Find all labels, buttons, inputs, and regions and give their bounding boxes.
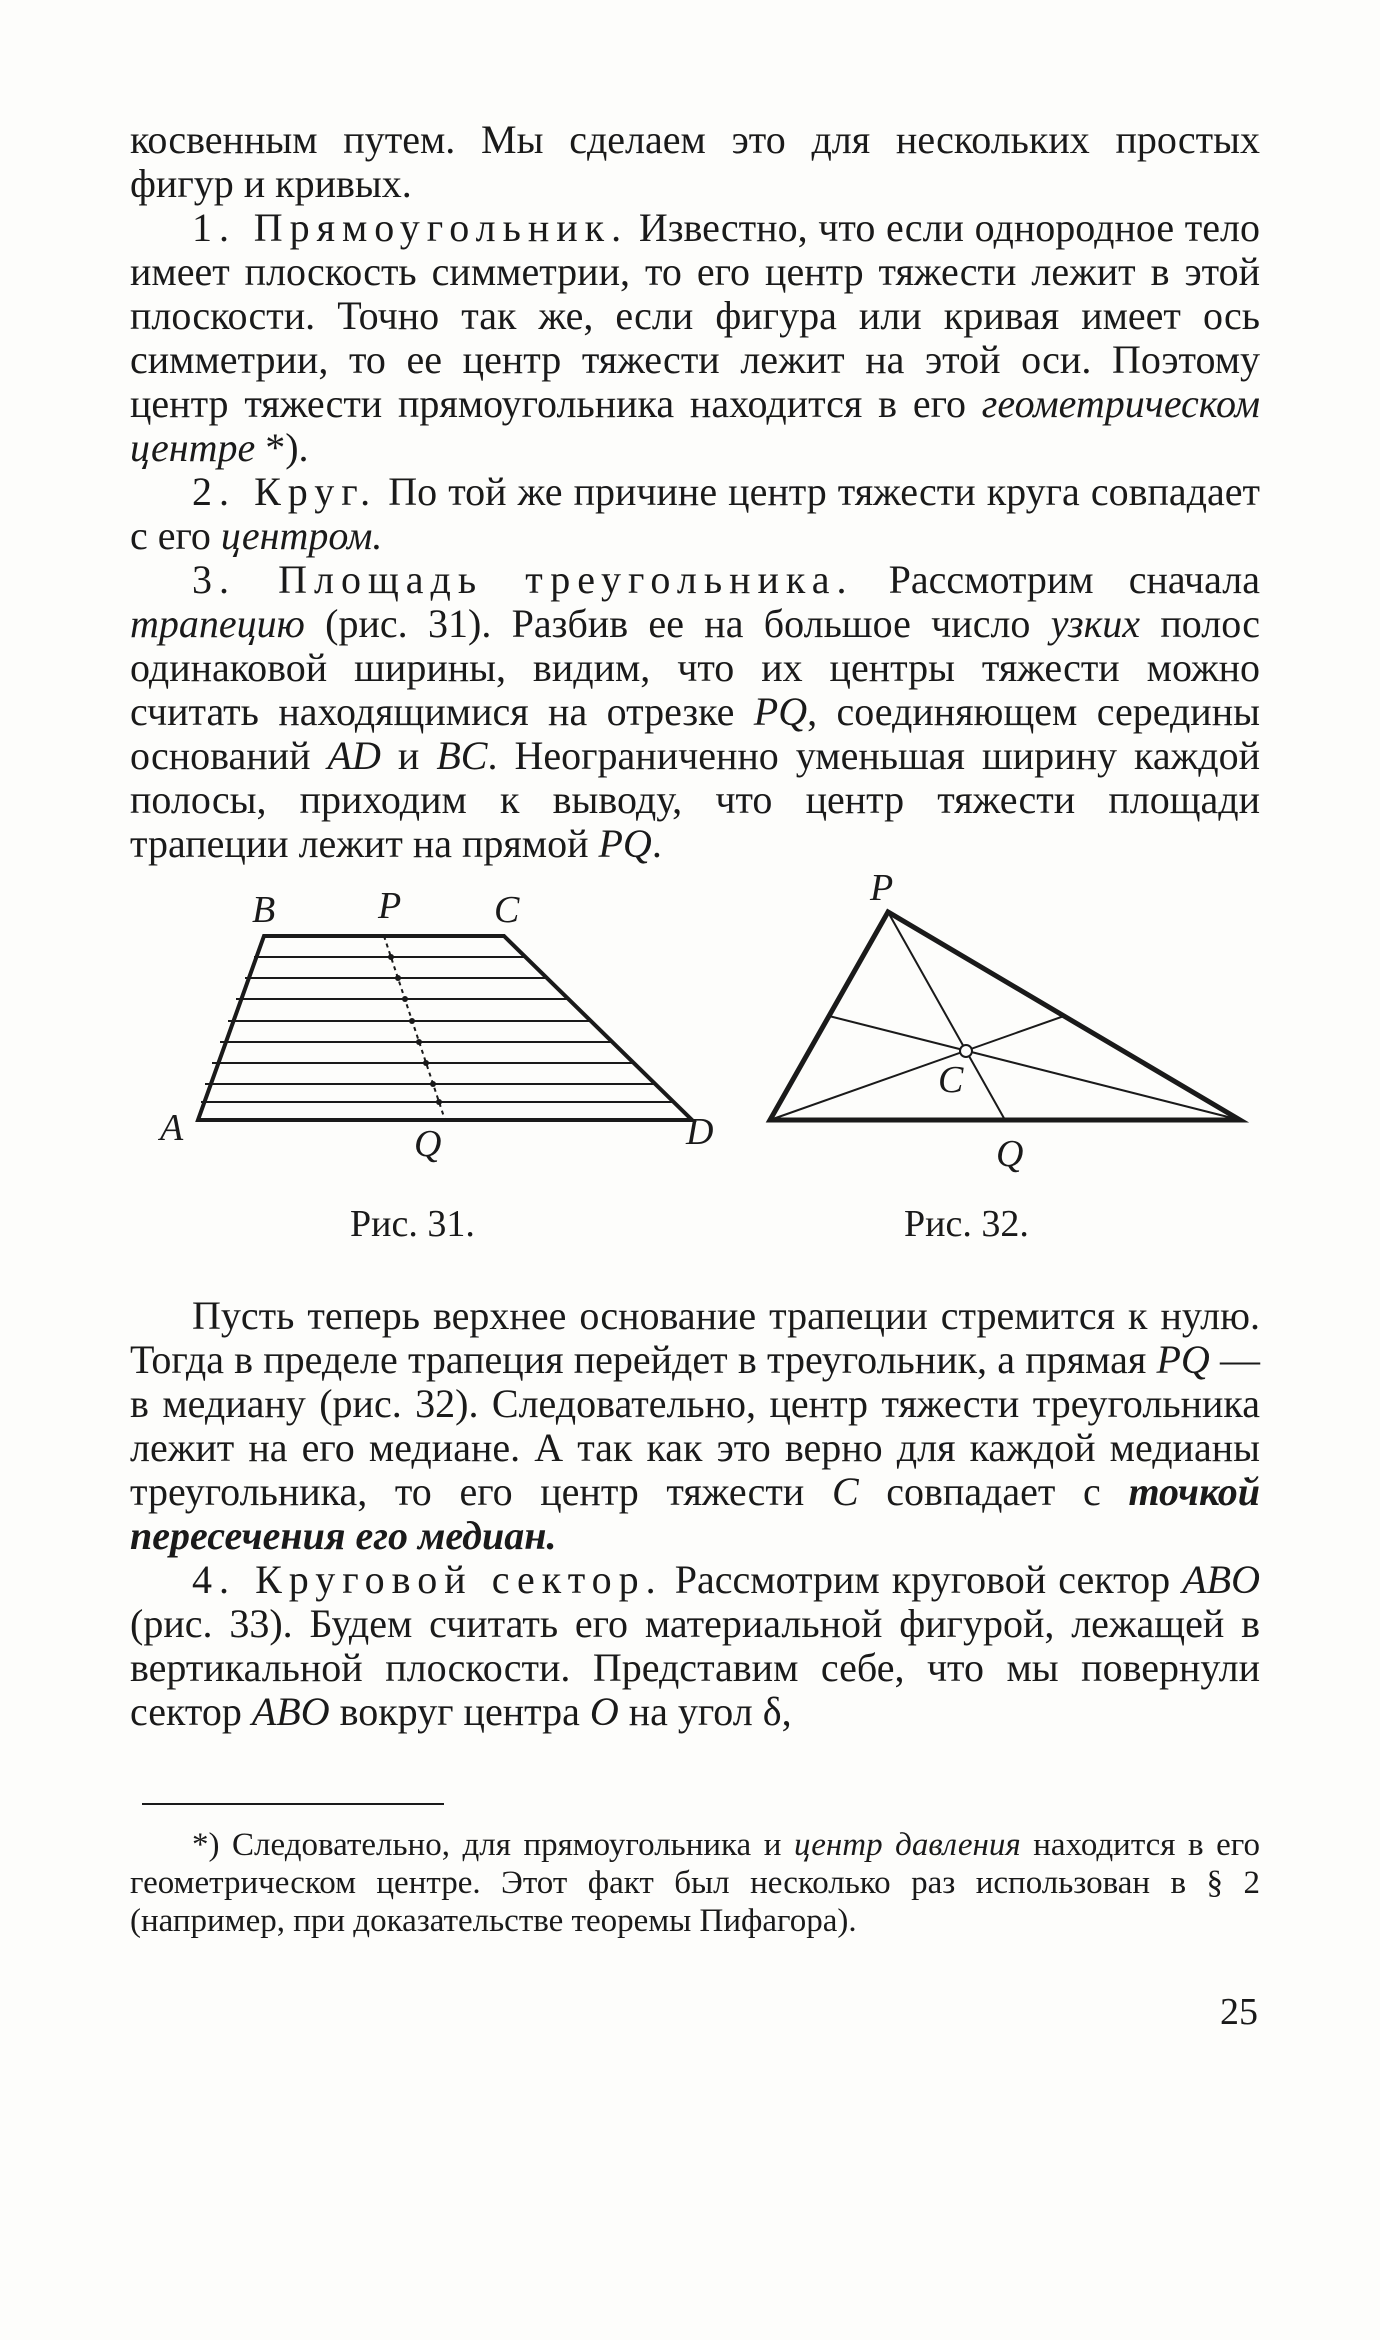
trapezoid-diagram (160, 900, 760, 1160)
centroid-point (960, 1045, 972, 1057)
triangle-diagram (760, 870, 1260, 1150)
label-C: C (938, 1059, 964, 1101)
trapezoid-outline (198, 936, 692, 1120)
paragraph-triangle-area: 3. Площадь треугольника. Рассмотрим сначала трапецию (рис. 31). Разбив ее на большое число узких полос одинаковой ширины, видим, что их центры тяжести можно считать находящимися на отрезке PQ, соединяющем середины оснований AD и BC. Неограниченно уменьшая ширину каждой полосы, приходим к выводу, что центр тяжести площади трапеции лежит на прямой PQ. (130, 557, 1261, 866)
paragraph-circle: 2. Круг. По той же причине центр тяжести круга совпадает с его центром. (130, 469, 1261, 558)
heading-sector: 4. Круговой сектор. (192, 1557, 663, 1602)
label-A: A (160, 1107, 184, 1149)
median-from-left (770, 1016, 1064, 1120)
label-B: B (252, 889, 276, 931)
paragraph-limit: Пусть теперь верхнее основание трапеции стремится к нулю. Тогда в пределе трапеция перейдет в треугольник, а прямая PQ — в медиану (рис. 32). Следовательно, центр тяжести треугольника лежит на его медиане. А так как это верно для каждой медианы треугольника, то его центр тяжести C совпадает с точкой пересечения его медиан. (130, 1293, 1261, 1558)
main-text-top (130, 118, 1260, 866)
footnote-text: *) Следовательно, для прямоугольника и центр давления находится в его геометрическом центре. Этот факт был несколько раз использован в § 2 (например, при доказательстве теоремы Пифагора). (130, 1827, 1260, 1939)
label-Q: Q (996, 1133, 1024, 1175)
page-number: 25 (1220, 1991, 1258, 2033)
heading-triangle-area: 3. Площадь треугольника. (192, 557, 854, 602)
heading-circle: 2. Круг. (192, 469, 378, 514)
label-P: P (870, 867, 894, 909)
triangle-outline (770, 912, 1240, 1120)
footnote-rule (142, 1803, 444, 1805)
main-text-bottom (130, 1294, 1260, 1734)
median-from-right (829, 1016, 1240, 1120)
caption-fig-32: Рис. 32. (904, 1203, 1029, 1245)
paragraph-rectangle: 1. Прямоугольник. Известно, что если однородное тело имеет плоскость симметрии, то его центр тяжести лежит в этой плоскости. Точно так же, если фигура или кривая имеет ось симметрии, то ее центр тяжести лежит на этой оси. Поэтому центр тяжести прямоугольника находится в его геометрическом центре *). (130, 205, 1260, 470)
pq-segment (384, 936, 445, 1120)
label-C: C (494, 889, 520, 931)
label-D: D (686, 1111, 714, 1153)
label-Q: Q (414, 1123, 442, 1165)
footnote (130, 1826, 1260, 1940)
label-P: P (378, 885, 402, 927)
figure-31 (160, 885, 760, 1230)
paragraph-intro: косвенным путем. Мы сделаем это для нескольких простых фигур и кривых. (130, 117, 1260, 206)
paragraph-sector: 4. Круговой сектор. Рассмотрим круговой сектор ABO (рис. 33). Будем считать его материальной фигурой, лежащей в вертикальной плоскости. Представим себе, что мы повернули сектор ABO вокруг центра O на угол δ, (130, 1557, 1261, 1734)
figure-32 (760, 867, 1260, 1200)
caption-fig-31: Рис. 31. (350, 1203, 475, 1245)
heading-rectangle: 1. Прямоугольник. (192, 205, 629, 250)
